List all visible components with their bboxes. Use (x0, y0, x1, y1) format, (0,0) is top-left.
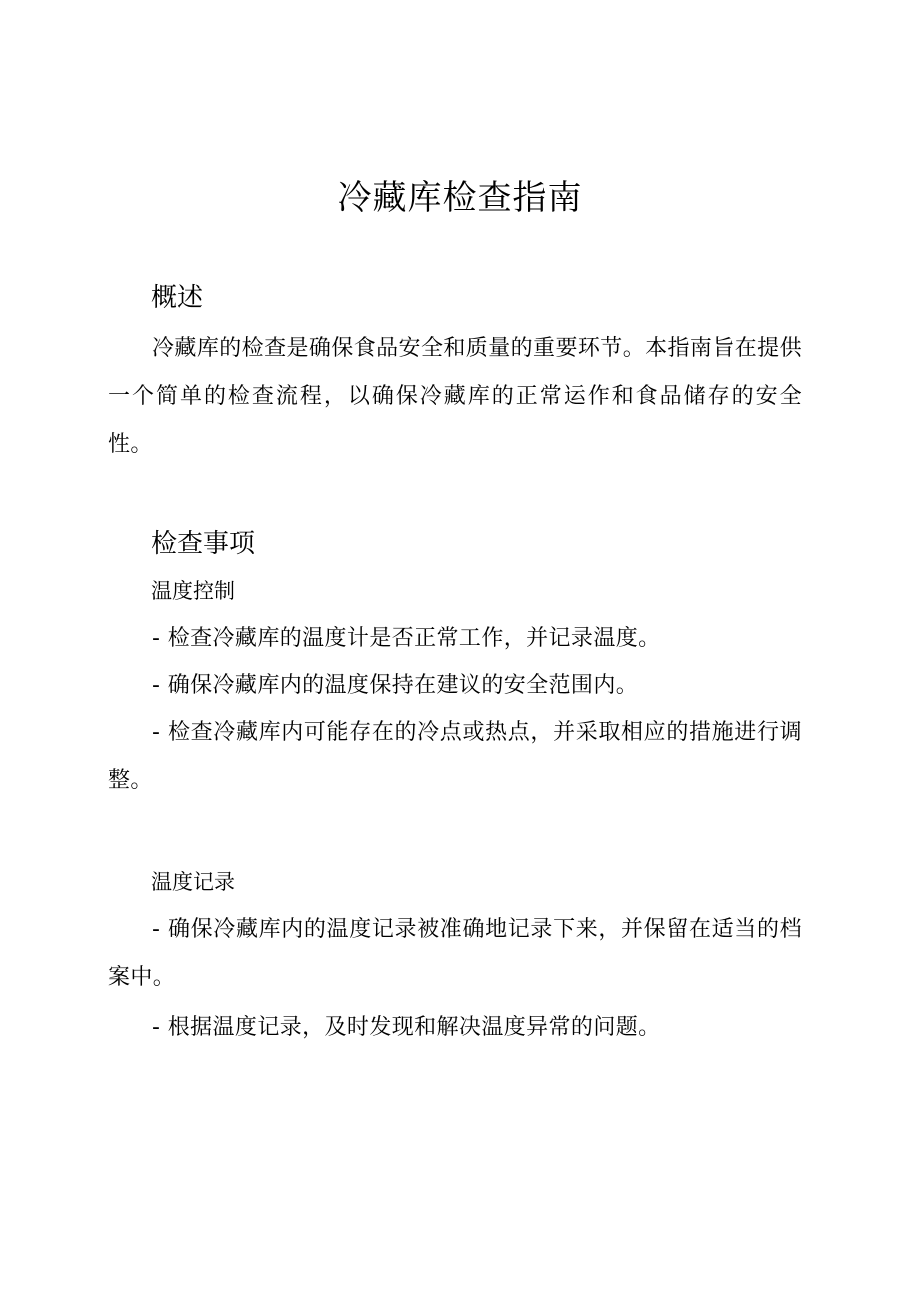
overview-heading: 概述 (151, 283, 204, 313)
document-title: 冷藏库检查指南 (337, 178, 583, 218)
temperature-control-item-1: - 检查冷藏库的温度计是否正常工作，并记录温度。 (152, 626, 661, 651)
temperature-record-heading: 温度记录 (151, 870, 235, 894)
overview-paragraph: 冷藏库的检查是确保食品安全和质量的重要环节。本指南旨在提供一个简单的检查流程，以确保冷藏库的正常运作和食品储存的安全性。 (108, 336, 802, 457)
temperature-control-item-3: - 检查冷藏库内可能存在的冷点或热点，并采取相应的措施进行调整。 (108, 720, 802, 793)
temperature-record-item-2: - 根据温度记录，及时发现和解决温度异常的问题。 (152, 1015, 661, 1040)
temperature-control-item-2: - 确保冷藏库内的温度保持在建议的安全范围内。 (152, 673, 639, 698)
temperature-control-heading: 温度控制 (151, 579, 235, 603)
temperature-record-item-1: - 确保冷藏库内的温度记录被准确地记录下来，并保留在适当的档案中。 (108, 917, 802, 990)
inspection-heading: 检查事项 (151, 529, 256, 559)
